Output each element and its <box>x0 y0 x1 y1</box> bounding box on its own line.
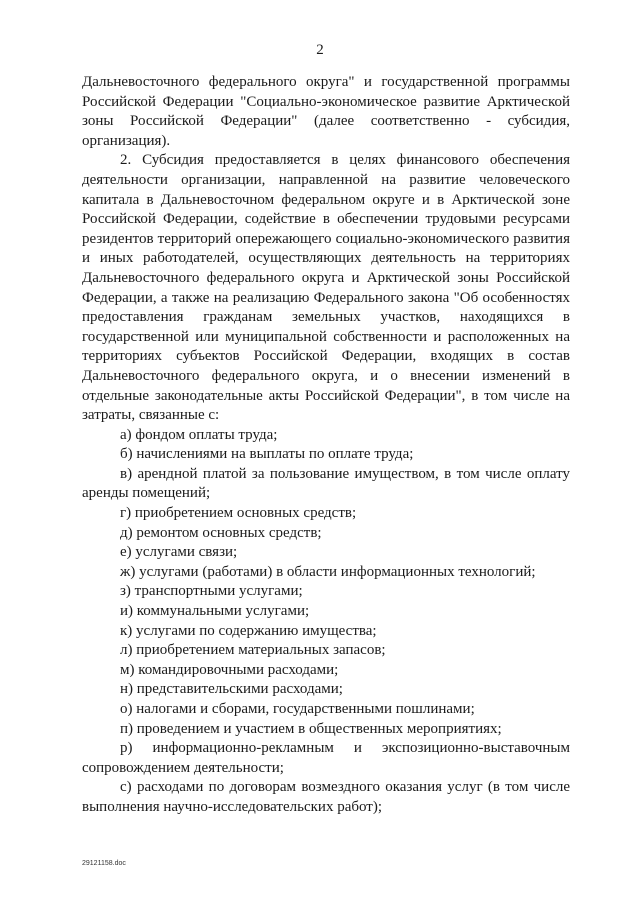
list-item-b: б) начислениями на выплаты по оплате труда; <box>120 446 414 463</box>
list-item-p: п) проведением и участием в общественных мероприятиях; <box>120 720 502 737</box>
list-item-r: р) информационно-рекламным и экспозиционно-выставочным сопровождением деятельности; <box>82 740 570 776</box>
list-item-v: в) арендной платой за пользование имуществом, в том числе оплату аренды помещений; <box>82 465 570 502</box>
list-item-o: о) налогами и сборами, государственными пошлинами; <box>120 701 475 717</box>
list-item-g: г) приобретением основных средств; <box>120 505 357 522</box>
list-item-m: м) командировочными расходами; <box>120 661 339 678</box>
list-item-zh: ж) услугами (работами) в области информационных технологий; <box>120 563 536 580</box>
document-file-code: 29121158.doc <box>82 860 126 867</box>
list-item-n: н) представительскими расходами; <box>120 681 343 698</box>
document-body <box>82 73 570 818</box>
page-number: 2 <box>316 42 324 58</box>
paragraph-intro-continuation: Дальневосточного федерального округа" и государственной программы Российской Федерации "Социально-экономическое развитие Арктической зоны Российской Федерации" (далее соответственно - субсидия, организация). <box>82 74 570 149</box>
list-item-e: е) услугами связи; <box>120 544 238 561</box>
list-item-a: а) фондом оплаты труда; <box>120 426 278 443</box>
list-item-d: д) ремонтом основных средств; <box>120 524 322 541</box>
list-item-l: л) приобретением материальных запасов; <box>120 642 386 659</box>
list-item-s: с) расходами по договорам возмездного оказания услуг (в том числе выполнения научно-исследовательских работ); <box>82 779 570 815</box>
paragraph-clause-2: 2. Субсидия предоставляется в целях финансового обеспечения деятельности организации, направленной на развитие человеческого капитала в Дальневосточном федеральном округе и в Арктической зоне Российской Федерации, содействие в обеспечении трудовыми ресурсами резидентов территорий опережающего социально-экономического развития и иных работодателей, осуществляющих деятельность на территориях Дальневосточного федерального округа и Арктической зоны Российской Федерации, а также на реализацию Федерального закона "Об особенностях предоставления гражданам земельных участков, находящихся в государственной или муниципальной собственности и расположенных на территориях субъектов Российской Федерации, входящих в состав Дальневосточного федерального округа, и о внесении изменений в отдельные законодательные акты Российской Федерации", в том числе на затраты, связанные с: <box>82 152 570 424</box>
list-item-z: з) транспортными услугами; <box>120 583 303 600</box>
list-item-i: и) коммунальными услугами; <box>120 603 310 620</box>
list-item-k: к) услугами по содержанию имущества; <box>120 622 377 639</box>
